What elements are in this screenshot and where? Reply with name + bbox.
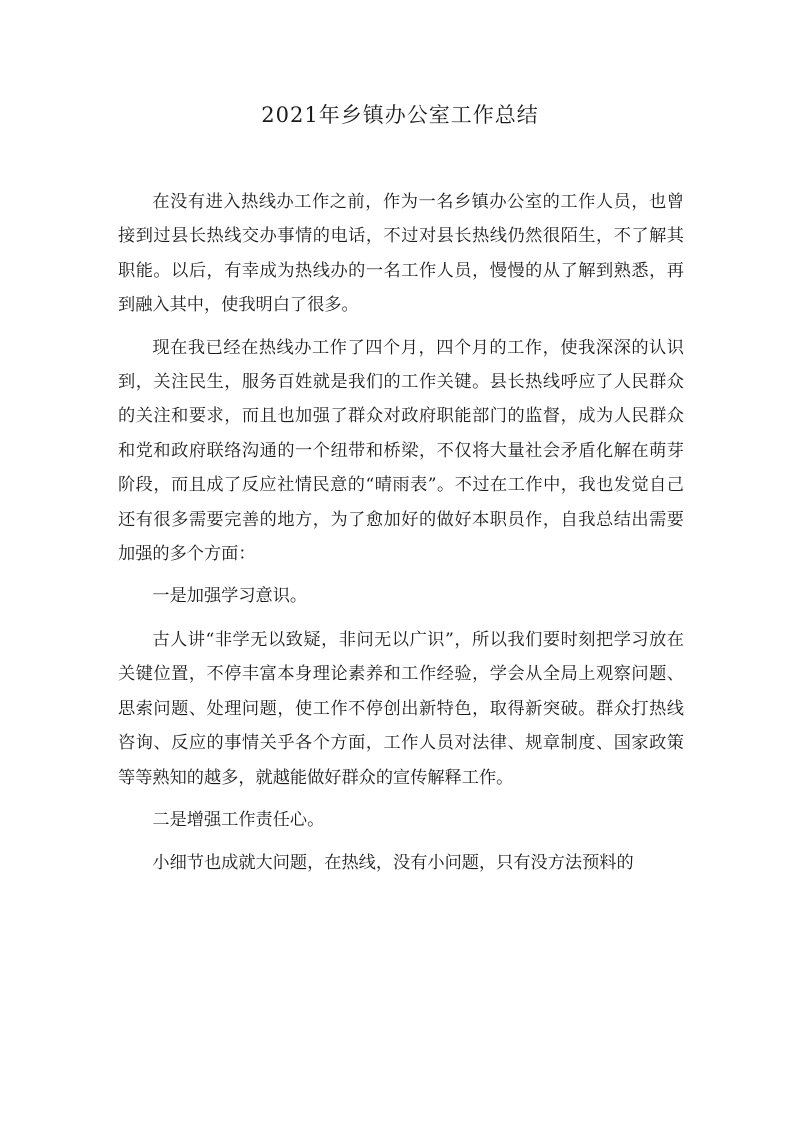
section-heading-study: 一是加强学习意识。 — [152, 586, 308, 607]
document-title: 2021年乡镇办公室工作总结 — [261, 103, 539, 127]
document-body — [118, 185, 684, 889]
paragraph-intro: 在没有进入热线办工作之前，作为一名乡镇办公室的工作人员，也曾接到过县长热线交办事情的电话，不过对县长热线仍然很陌生，不了解其职能。以后，有幸成为热线办的一名工作人员，慢慢的从了解到熟悉，再到融入其中，使我明白了很多。 — [118, 192, 684, 316]
section-heading-responsibility: 二是增强工作责任心。 — [152, 809, 325, 830]
paragraph-study: 古人讲“非学无以致疑，非问无以广识”，所以我们要时刻把学习放在关键位置，不停丰富本身理论素养和工作经验，学会从全局上观察问题、思索问题、处理问题，使工作不停创出新特色，取得新突破。群众打热线咨询、反应的事情关乎各个方面，工作人员对法律、规章制度、国家政策等等熟知的越多，就越能做好群众的宣传解释工作。 — [118, 629, 684, 788]
paragraph-responsibility: 小细节也成就大问题，在热线，没有小问题，只有没方法预料的 — [152, 853, 634, 874]
paragraph-experience: 现在我已经在热线办工作了四个月，四个月的工作，使我深深的认识到，关注民生，服务百姓就是我们的工作关键。县长热线呼应了人民群众的关注和要求，而且也加强了群众对政府职能部门的监督，成为人民群众和党和政府联络沟通的一个纽带和桥梁，不仅将大量社会矛盾化解在萌芽阶段，而且成了反应社情民意的“晴雨表”。不过在工作中，我也发觉自己还有很多需要完善的地方，为了愈加好的做好本职员作，自我总结出需要加强的多个方面： — [118, 337, 684, 565]
